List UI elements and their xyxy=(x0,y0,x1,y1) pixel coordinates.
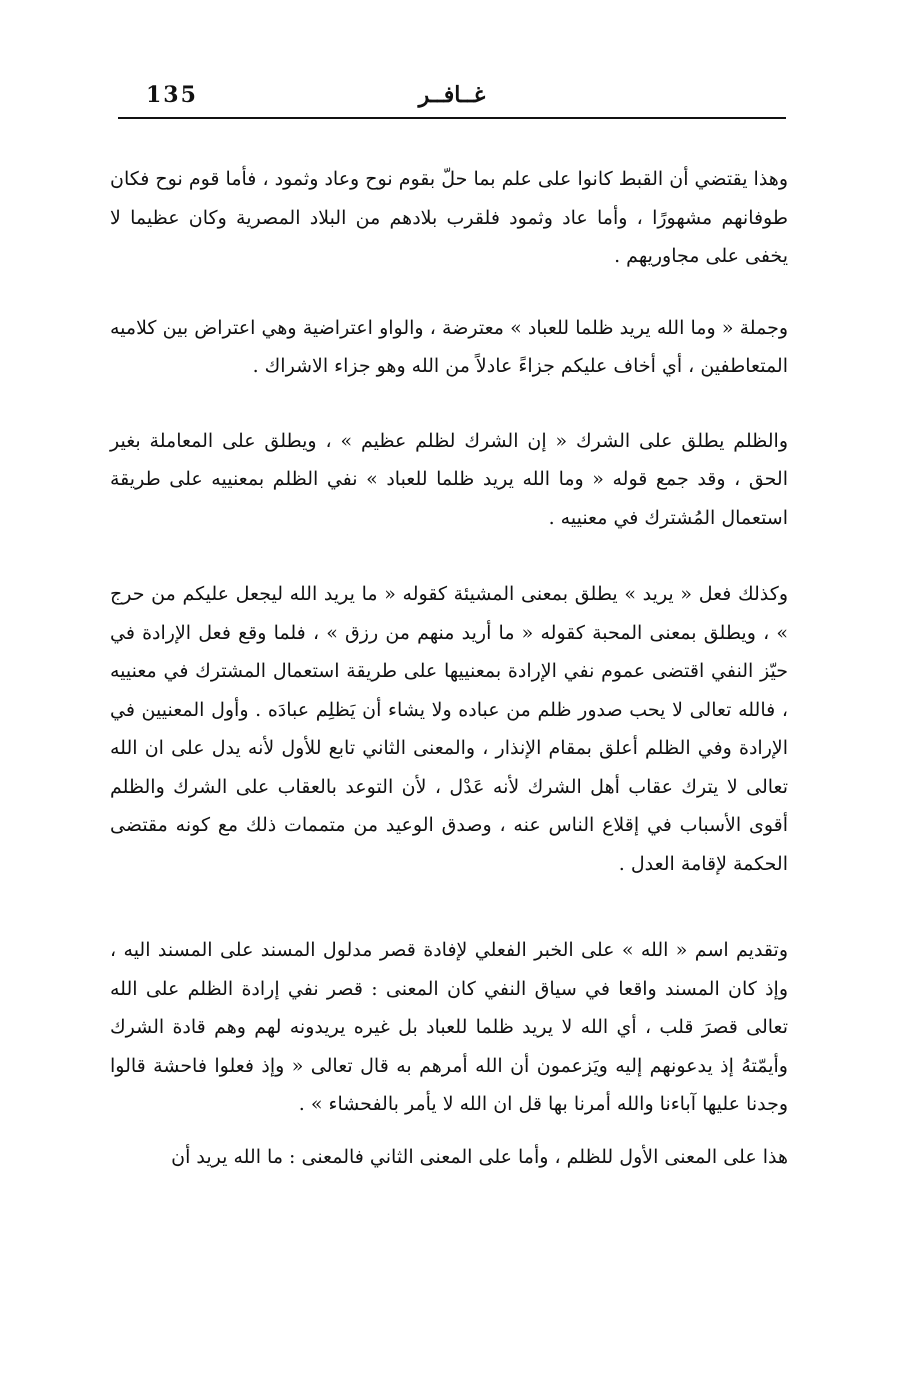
paragraph-4: وكذلك فعل « يريد » يطلق بمعنى المشيئة كقوله « ما يريد الله ليجعل عليكم من حرج » ، ويطلق بمعنى المحبة كقوله « ما أريد منهم من رزق » ، فلما وقع فعل الإرادة في حيّز النفي اقتضى عموم نفي الإرادة بمعنييها على طريقة استعمال المشترك في معنييه ، فالله تعالى لا يحب صدور ظلم من عباده ولا يشاء أن يَظلِم عبادَه . وأول المعنيين في الإرادة وفي الظلم أعلق بمقام الإنذار ، والمعنى الثاني تابع للأول لأنه يدل على ان الله تعالى لا يترك عقاب أهل الشرك لأنه عَدْل ، لأن التوعد بالعقاب على الشرك والظلم أقوى الأسباب في إقلاع الناس عنه ، وصدق الوعيد من متممات ذلك مع كونه مقتضى الحكمة لإقامة العدل . xyxy=(110,583,788,875)
paragraph-3: والظلم يطلق على الشرك « إن الشرك لظلم عظيم » ، ويطلق على المعاملة بغير الحق ، وقد جمع قوله « وما الله يريد ظلما للعباد » نفي الظلم بمعنييه على طريقة استعمال المُشترك في معنييه . xyxy=(110,429,788,529)
paragraph-5: وتقديم اسم « الله » على الخبر الفعلي لإفادة قصر مدلول المسند على المسند اليه ، وإذ كان المسند واقعا في سياق النفي كان المعنى : قصر نفي إرادة الظلم على الله تعالى قصرَ قلب ، أي الله لا يريد ظلما للعباد بل غيره يريدونه لهم وهم قادة الشرك وأيمّتهُ إذ يدعونهم إليه ويَزعمون أن الله أمرهم به قال تعالى « وإذ فعلوا فاحشة قالوا وجدنا عليها آباءنا والله أمرنا بها قل ان الله لا يأمر بالفحشاء » . xyxy=(110,939,788,1115)
paragraph-2: وجملة « وما الله يريد ظلما للعباد » معترضة ، والواو اعتراضية وهي اعتراض بين كلاميه المتعاطفين ، أي أخاف عليكم جزاءً عادلاً من الله وهو جزاء الاشراك . xyxy=(110,316,788,377)
running-title: غــافــر xyxy=(418,82,486,108)
page-number: 135 xyxy=(146,82,198,108)
header-rule xyxy=(118,117,786,119)
body-text xyxy=(110,160,788,1176)
paragraph-1: وهذا يقتضي أن القبط كانوا على علم بما حلّ بقوم نوح وعاد وثمود ، فأما قوم نوح فكان طوفانهم مشهورًا ، وأما عاد وثمود فلقرب بلادهم من البلاد المصرية وكان عظيما لا يخفى على مجاوريهم . xyxy=(110,168,788,267)
paragraph-6: هذا على المعنى الأول للظلم ، وأما على المعنى الثاني فالمعنى : ما الله يريد أن xyxy=(171,1145,788,1168)
page-header xyxy=(118,78,786,118)
